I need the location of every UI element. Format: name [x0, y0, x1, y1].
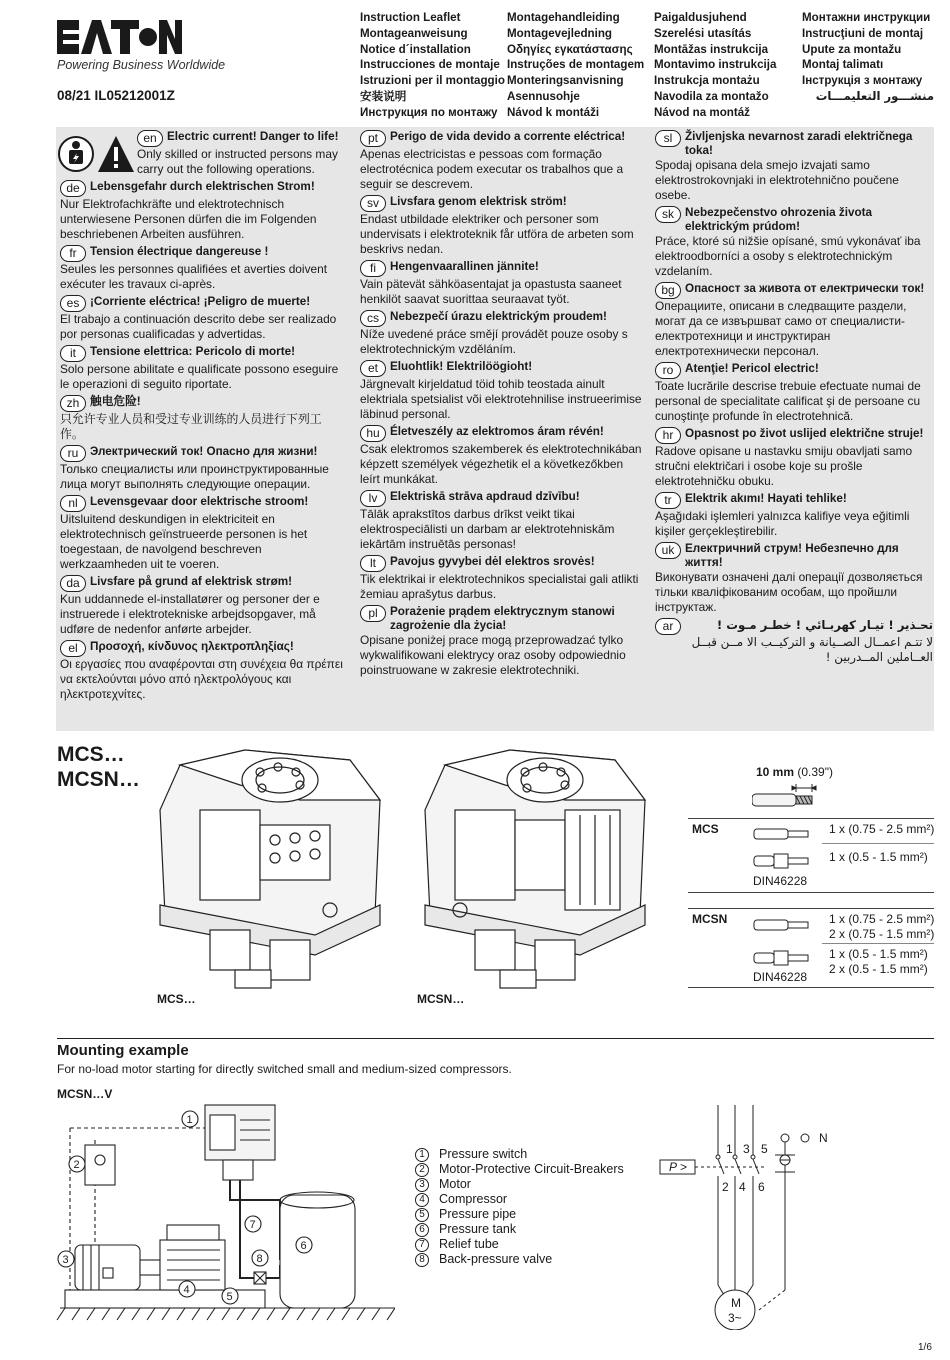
- safety-notice-heading: [360, 490, 645, 507]
- safety-notice-title: Eluohtlik! Elektrilöögioht!: [390, 360, 533, 373]
- document-id: 08/21 IL05212001Z: [57, 88, 175, 103]
- safety-notice-lt: [360, 555, 645, 602]
- ferrule-insulated-icon: [752, 950, 812, 971]
- safety-notice-hu: [360, 425, 645, 487]
- language-code-badge: hu: [360, 425, 386, 442]
- safety-notice-title: Nebezpečenstvo ohrozenia života elektrickým prúdom!: [685, 206, 873, 233]
- neutral-label: N: [819, 1131, 828, 1145]
- svg-text:3: 3: [62, 1254, 69, 1266]
- legend-label: Motor: [439, 1177, 471, 1191]
- mcsn-device-drawing: [415, 740, 665, 990]
- safety-notice-title: Életveszély az elektromos áram révén!: [390, 425, 604, 438]
- motor-label: M: [731, 1296, 741, 1310]
- safety-notice-heading: [655, 618, 933, 635]
- safety-notice-heading: [60, 495, 345, 512]
- legend-item: [415, 1207, 624, 1222]
- mcsn-spec-1: 1 x (0.75 - 2.5 mm²): [829, 912, 935, 926]
- safety-notice-title: Tensione elettrica: Pericolo di morte!: [90, 345, 296, 358]
- safety-notice-title: Elektriskā strāva apdraud dzīvību!: [390, 490, 580, 503]
- legend-number: 2: [415, 1163, 429, 1177]
- safety-column-2: [360, 130, 645, 681]
- safety-notice-title: Življenjska nevarnost zaradi električnega toka!: [685, 130, 913, 157]
- mounting-legend: [415, 1147, 624, 1267]
- safety-notice-text: Только специалисты или проинструктированные лица могут выполнять следующие операции.: [60, 462, 329, 491]
- ferrule-insulated-icon: [752, 853, 812, 874]
- safety-notice-text: 只允许专业人员和受过专业训练的人员进行下列工作。: [60, 412, 322, 441]
- title-item: Instrucţiuni de montaj: [802, 26, 924, 40]
- svg-text:4: 4: [183, 1284, 190, 1296]
- safety-notice-heading: [360, 360, 645, 377]
- safety-notice-de: [60, 180, 345, 242]
- strip-length-inch: (0.39"): [797, 765, 833, 779]
- safety-notice-zh: [60, 395, 345, 442]
- language-code-badge: bg: [655, 282, 681, 299]
- safety-notice-heading: [137, 130, 345, 147]
- wiring-divider-5: [822, 943, 934, 944]
- safety-notice-text: Uitsluitend deskundigen in elektriciteit en elektrotechnisch geïnstrueerde personen is het toegestaan, de navolgend beschreven werkzaamheden uit te voeren.: [60, 512, 308, 571]
- safety-notice-heading: [360, 195, 645, 212]
- language-code-badge: et: [360, 360, 386, 377]
- safety-notice-title: Προσοχή, κίνδυνος ηλεκτροπληξίας!: [90, 640, 294, 653]
- din-standard-2: DIN46228: [753, 970, 808, 984]
- legend-number: 5: [415, 1208, 429, 1222]
- safety-notice-cs: [360, 310, 645, 357]
- safety-notice-title: Livsfare på grund af elektrisk strøm!: [90, 575, 292, 588]
- safety-notice-title: Perigo de vida devido a corrente eléctrica!: [390, 130, 626, 143]
- safety-notice-text: Opisane poniżej prace mogą przeprowadzać tylko wykwalifikowani elektrycy oraz osoby odpowiednio poinstruowane w zakresie elektrotechniki.: [360, 633, 626, 677]
- legend-label: Pressure pipe: [439, 1207, 517, 1221]
- safety-notice-title: Livsfara genom elektrisk ström!: [390, 195, 567, 208]
- language-code-badge: da: [60, 575, 86, 592]
- language-code-badge: sl: [655, 130, 681, 147]
- safety-notice-text: Níže uvedené práce smějí provádět pouze osoby s elektrotechnickým vzděláním.: [360, 327, 628, 356]
- safety-notice-text: Kun uddannede el-installatører og personer der e instruerede i elektrotekniske arbejdsopgaver, må udføre de nedenfor anførte arbejder.: [60, 592, 320, 636]
- svg-text:7: 7: [249, 1219, 256, 1231]
- language-code-badge: el: [60, 640, 86, 657]
- legend-number: 1: [415, 1148, 429, 1162]
- language-code-badge: lv: [360, 490, 386, 507]
- product-title: [57, 742, 140, 792]
- title-item: Monteringsanvisning: [507, 74, 624, 88]
- safety-notice-text: Nur Elektrofachkräfte und elektrotechnisch unterwiesene Personen dürfen die im Folgenden beschriebenen Arbeiten ausführen.: [60, 197, 317, 241]
- legend-number: 8: [415, 1253, 429, 1267]
- language-code-badge: fi: [360, 260, 386, 277]
- mcs-spec-2: 1 x (0.5 - 1.5 mm²): [829, 850, 928, 864]
- language-code-badge: cs: [360, 310, 386, 327]
- mcsn-spec-2: 2 x (0.75 - 1.5 mm²): [829, 927, 935, 941]
- title-item: Instruction Leaflet: [360, 11, 461, 24]
- titles-column-3: [654, 10, 776, 121]
- safety-notice-heading: [655, 542, 933, 570]
- language-code-badge: it: [60, 345, 86, 362]
- language-code-badge: nl: [60, 495, 86, 512]
- legend-number: 3: [415, 1178, 429, 1192]
- safety-notice-text: Solo persone abilitate e qualificate possono eseguire le operazioni di seguito riportate.: [60, 362, 339, 391]
- title-item: 安装说明: [360, 89, 407, 103]
- section-rule: [57, 1038, 934, 1039]
- terminal-1: 1: [726, 1142, 733, 1156]
- wiring-divider-3: [688, 892, 934, 893]
- safety-notice-text: Vain pätevät sähköasentajat ja opastusta saaneet henkilöt saavat suorittaa seuraavat työt.: [360, 277, 622, 306]
- safety-notice-text: Spodaj opisana dela smejo izvajati samo elektrostrokovnjaki in elektrotehnično poučene osebe.: [655, 158, 899, 202]
- language-code-badge: uk: [655, 542, 681, 559]
- safety-notice-heading: [655, 427, 933, 444]
- safety-notice-title: ¡Corriente eléctrica! ¡Peligro de muerte!: [90, 295, 311, 308]
- safety-notice-uk: [655, 542, 933, 615]
- safety-notice-hr: [655, 427, 933, 489]
- safety-notice-heading: [60, 395, 345, 412]
- safety-notice-ru: [60, 445, 345, 492]
- safety-notice-title: Opasnost po život uslijed električne struje!: [685, 427, 924, 440]
- title-item: Návod k montáži: [507, 105, 600, 119]
- title-item: Upute za montažu: [802, 42, 902, 56]
- circuit-diagram: [655, 1100, 855, 1330]
- safety-notice-text: Práce, ktoré sú nižšie opísané, smú vykonávať iba elektroodborníci a osoby s elektrotechnickým vzdelaním.: [655, 234, 921, 278]
- wiring-divider-4: [688, 908, 934, 909]
- strip-length-label: [756, 765, 833, 779]
- ferrule-icon: [752, 917, 812, 938]
- title-item: Instrucciones de montaje: [360, 58, 500, 72]
- brand-logo: [57, 17, 182, 57]
- safety-notice-text: Radove opisane u nastavku smiju obavljati samo stručni električari i osobe koje su prošle elektrotehničku obuku.: [655, 444, 913, 488]
- safety-notice-title: تحـذير ! تيـار كهربـائي ! خطـر مـوت !: [716, 618, 933, 632]
- mcsn-wiring-label: MCSN: [692, 912, 728, 926]
- title-item: Návod na montáž: [654, 105, 750, 119]
- title-item: Montāžas instrukcija: [654, 42, 769, 56]
- title-item: منشـــور التعليمـــات: [815, 88, 934, 103]
- title-item: Szerelési utasítás: [654, 26, 752, 40]
- safety-notice-text: Toate lucrările descrise trebuie efectuate numai de personal de specialitate calificat şi de persoane cu cunoştinţe profunde în electrotehnică.: [655, 379, 921, 423]
- safety-notice-es: [60, 295, 345, 342]
- svg-text:2: 2: [73, 1159, 80, 1171]
- title-item: Монтажни инструкции: [802, 11, 931, 24]
- product-title-line2: MCSN…: [57, 768, 140, 791]
- safety-notice-pl: [360, 605, 645, 678]
- legend-number: 4: [415, 1193, 429, 1207]
- safety-notice-et: [360, 360, 645, 422]
- mcs-caption: MCS…: [157, 992, 196, 1006]
- legend-label: Motor-Protective Circuit-Breakers: [439, 1162, 624, 1176]
- legend-label: Compressor: [439, 1192, 508, 1206]
- svg-text:6: 6: [300, 1240, 307, 1252]
- safety-notice-title: Elektrik akımı! Hayati tehlike!: [685, 492, 847, 505]
- safety-notice-heading: [360, 425, 645, 442]
- safety-notice-title: Pavojus gyvybei dėl elektros srovės!: [390, 555, 595, 568]
- safety-notice-nl: [60, 495, 345, 572]
- legend-label: Pressure tank: [439, 1222, 517, 1236]
- safety-notice-title: Hengenvaarallinen jännite!: [390, 260, 539, 273]
- safety-notice-ar: [655, 618, 933, 665]
- safety-notice-text: Виконувати означені далі операції дозволяється тільки кваліфікованим особам, що пройшли інструктаж.: [655, 570, 923, 614]
- wiring-divider-2: [822, 843, 934, 844]
- legend-item: [415, 1147, 624, 1162]
- safety-notice-heading: [60, 445, 345, 462]
- safety-notice-text: Aşağıdaki işlemleri yalnızca kalifiye veya eğitimli kişiler gerçekleştirebilir.: [655, 509, 910, 538]
- safety-notice-heading: [60, 640, 345, 657]
- title-item: Montagevejledning: [507, 26, 612, 40]
- safety-notice-ro: [655, 362, 933, 424]
- safety-notice-title: Опасност за живота от електрически ток!: [685, 282, 925, 295]
- language-code-badge: fr: [60, 245, 86, 262]
- language-code-badge: pl: [360, 605, 386, 622]
- safety-notice-title: Электрический ток! Опасно для жизни!: [90, 445, 318, 458]
- title-item: Montaj talimatı: [802, 58, 884, 72]
- safety-notice-heading: [655, 362, 933, 379]
- safety-notice-heading: [60, 180, 345, 197]
- safety-notice-text: Apenas electricistas e pessoas com formação electrotécnica podem executar os trabalhos que a seguir se descrevem.: [360, 147, 624, 191]
- safety-notice-heading: [360, 260, 645, 277]
- title-item: Navodila za montažo: [654, 89, 769, 103]
- safety-notice-title: Lebensgefahr durch elektrischen Strom!: [90, 180, 315, 193]
- legend-label: Back-pressure valve: [439, 1252, 553, 1266]
- eaton-logo-icon: [57, 17, 182, 57]
- safety-notice-heading: [60, 245, 345, 262]
- wiring-divider-1: [688, 818, 934, 819]
- safety-notice-title: Levensgevaar door elektrische stroom!: [90, 495, 309, 508]
- legend-label: Pressure switch: [439, 1147, 528, 1161]
- safety-notice-sv: [360, 195, 645, 257]
- title-item: Montageanweisung: [360, 26, 468, 40]
- page-number: 1/6: [918, 1342, 932, 1353]
- safety-notice-heading: [655, 206, 933, 234]
- title-item: Інструкція з монтажу: [802, 74, 923, 88]
- safety-notice-text: Tālāk aprakstītos darbus drīkst veikt tikai elektrospeciālisti un darbam ar elektrotehniskām iekārtām instruētās personas!: [360, 507, 615, 551]
- safety-notice-text: Järgnevalt kirjeldatud töid tohib teostada ainult elektriala spetsialist või elektrotehnilise instrueerimise läbinud personal.: [360, 377, 642, 421]
- safety-notice-text: لا تتـم اعمــال الصــيانة و التركيــب الا مــن قبــل العــاملين المــدربين !: [691, 635, 933, 664]
- safety-notice-text: Tik elektrikai ir elektrotechnikos specialistai gali atlikti žemiau aprašytus darbus.: [360, 572, 639, 601]
- safety-notice-heading: [655, 492, 933, 509]
- mcsn-spec-4: 2 x (0.5 - 1.5 mm²): [829, 962, 928, 976]
- terminal-3: 3: [743, 1142, 750, 1156]
- svg-text:5: 5: [226, 1291, 233, 1303]
- motor-phase-label: 3~: [728, 1311, 742, 1325]
- safety-notice-heading: [360, 310, 645, 327]
- terminal-4: 4: [739, 1180, 746, 1194]
- safety-notice-sk: [655, 206, 933, 279]
- safety-notice-title: 触电危险!: [90, 395, 141, 408]
- mcs-wiring-label: MCS: [692, 822, 719, 836]
- safety-notice-text: Csak elektromos szakemberek és elektrotechnikában képzett személyek végezhetik el a következőkben leírt munkákat.: [360, 442, 642, 486]
- safety-notice-sl: [655, 130, 933, 203]
- safety-notice-text: Операциите, описани в следващите раздели, могат да се извършват само от специалисти-електротехници и инструктиран електротехнически персонал.: [655, 299, 907, 358]
- safety-notice-pt: [360, 130, 645, 192]
- safety-notice-da: [60, 575, 345, 637]
- language-code-badge: sv: [360, 195, 386, 212]
- title-item: Asennusohje: [507, 89, 580, 103]
- safety-notice-fi: [360, 260, 645, 307]
- safety-notice-heading: [60, 345, 345, 362]
- safety-column-3: [655, 130, 933, 668]
- safety-notice-text: Οι εργασίες που αναφέρονται στη συνέχεια θα πρέπει να εκτελούνται μόνο από ηλεκτρολόγους και ηλεκτροτεχνίτες.: [60, 657, 343, 701]
- ferrule-icon: [752, 826, 812, 847]
- safety-notice-text: Seules les personnes qualifiées et averties doivent exécuter les travaux ci-après.: [60, 262, 328, 291]
- wiring-divider-6: [688, 987, 934, 988]
- title-item: Οδηγίες εγκατάστασης: [507, 42, 633, 56]
- safety-notice-title: Tension électrique dangereuse !: [90, 245, 269, 258]
- language-code-badge: zh: [60, 395, 86, 412]
- language-code-badge: sk: [655, 206, 681, 223]
- din-standard-1: DIN46228: [753, 874, 808, 888]
- mcs-device-drawing: [150, 740, 400, 990]
- language-code-badge: es: [60, 295, 86, 312]
- brand-tagline: Powering Business Worldwide: [57, 58, 226, 72]
- svg-text:1: 1: [186, 1114, 193, 1126]
- language-code-badge: tr: [655, 492, 681, 509]
- safety-notice-heading: [360, 130, 645, 147]
- safety-notice-heading: [60, 575, 345, 592]
- title-item: Инструкция по монтажу: [360, 105, 498, 119]
- legend-item: [415, 1237, 624, 1252]
- safety-notice-heading: [655, 130, 933, 158]
- legend-item: [415, 1177, 624, 1192]
- title-item: Notice d´installation: [360, 42, 471, 56]
- safety-notice-el: [60, 640, 345, 702]
- language-code-badge: hr: [655, 427, 681, 444]
- mounting-model: MCSN…V: [57, 1087, 113, 1101]
- stripped-wire-drawing: [752, 782, 842, 812]
- titles-column-1: [360, 10, 505, 121]
- safety-column-1: [60, 130, 345, 705]
- safety-notice-heading: [60, 295, 345, 312]
- legend-label: Relief tube: [439, 1237, 499, 1251]
- title-item: Istruzioni per il montaggio: [360, 74, 505, 88]
- terminal-2: 2: [722, 1180, 729, 1194]
- safety-notice-text: El trabajo a continuación descrito debe ser realizado por personas cualificadas y advertidas.: [60, 312, 337, 341]
- language-code-badge: ru: [60, 445, 86, 462]
- safety-notice-title: Electric current! Danger to life!: [167, 130, 339, 143]
- titles-column-2: [507, 10, 644, 121]
- language-code-badge: en: [137, 130, 163, 147]
- mcsn-caption: MCSN…: [417, 992, 465, 1006]
- legend-item: [415, 1162, 624, 1177]
- safety-notice-text: Endast utbildade elektriker och personer som undervisats i elektroteknik får utföra de arbeten som beskrivs nedan.: [360, 212, 634, 256]
- compressor-installation-drawing: [55, 1100, 395, 1325]
- safety-notice-en: [60, 130, 345, 177]
- legend-number: 6: [415, 1223, 429, 1237]
- legend-number: 7: [415, 1238, 429, 1252]
- legend-item: [415, 1222, 624, 1237]
- terminal-5: 5: [761, 1142, 768, 1156]
- titles-column-4: [802, 10, 934, 105]
- language-code-badge: lt: [360, 555, 386, 572]
- mcs-spec-1: 1 x (0.75 - 2.5 mm²): [829, 822, 935, 836]
- mcsn-spec-3: 1 x (0.5 - 1.5 mm²): [829, 947, 928, 961]
- pressure-label: P >: [669, 1160, 687, 1174]
- safety-notice-title: Porażenie prądem elektrycznym stanowi zagrożenie dla życia!: [390, 605, 615, 632]
- strip-length-value: 10 mm: [756, 765, 795, 779]
- safety-notice-heading: [360, 605, 645, 633]
- safety-notice-title: Nebezpečí úrazu elektrickým proudem!: [390, 310, 607, 323]
- title-item: Instruções de montagem: [507, 58, 645, 72]
- legend-item: [415, 1252, 624, 1267]
- terminal-6: 6: [758, 1180, 765, 1194]
- safety-notice-tr: [655, 492, 933, 539]
- safety-notice-title: Електричний струм! Небезпечно для життя!: [685, 542, 899, 569]
- product-title-line1: MCS…: [57, 743, 125, 766]
- language-code-badge: ro: [655, 362, 681, 379]
- language-code-badge: pt: [360, 130, 386, 147]
- svg-text:8: 8: [256, 1253, 263, 1265]
- mounting-title: Mounting example: [57, 1042, 189, 1059]
- safety-notice-it: [60, 345, 345, 392]
- title-item: Paigaldusjuhend: [654, 11, 747, 24]
- safety-notice-heading: [360, 555, 645, 572]
- legend-item: [415, 1192, 624, 1207]
- language-code-badge: de: [60, 180, 86, 197]
- title-item: Instrukcja montażu: [654, 74, 760, 88]
- safety-notice-heading: [655, 282, 933, 299]
- safety-notice-fr: [60, 245, 345, 292]
- safety-notice-title: Atenţie! Pericol electric!: [685, 362, 819, 375]
- title-item: Montagehandleiding: [507, 11, 620, 24]
- language-code-badge: ar: [655, 618, 681, 635]
- safety-notice-bg: [655, 282, 933, 359]
- safety-notice-text: Only skilled or instructed persons may carry out the following operations.: [137, 147, 338, 176]
- safety-notice-lv: [360, 490, 645, 552]
- mounting-subtitle: For no-load motor starting for directly switched small and medium-sized compressors.: [57, 1062, 512, 1076]
- title-item: Montavimo instrukcija: [654, 58, 777, 72]
